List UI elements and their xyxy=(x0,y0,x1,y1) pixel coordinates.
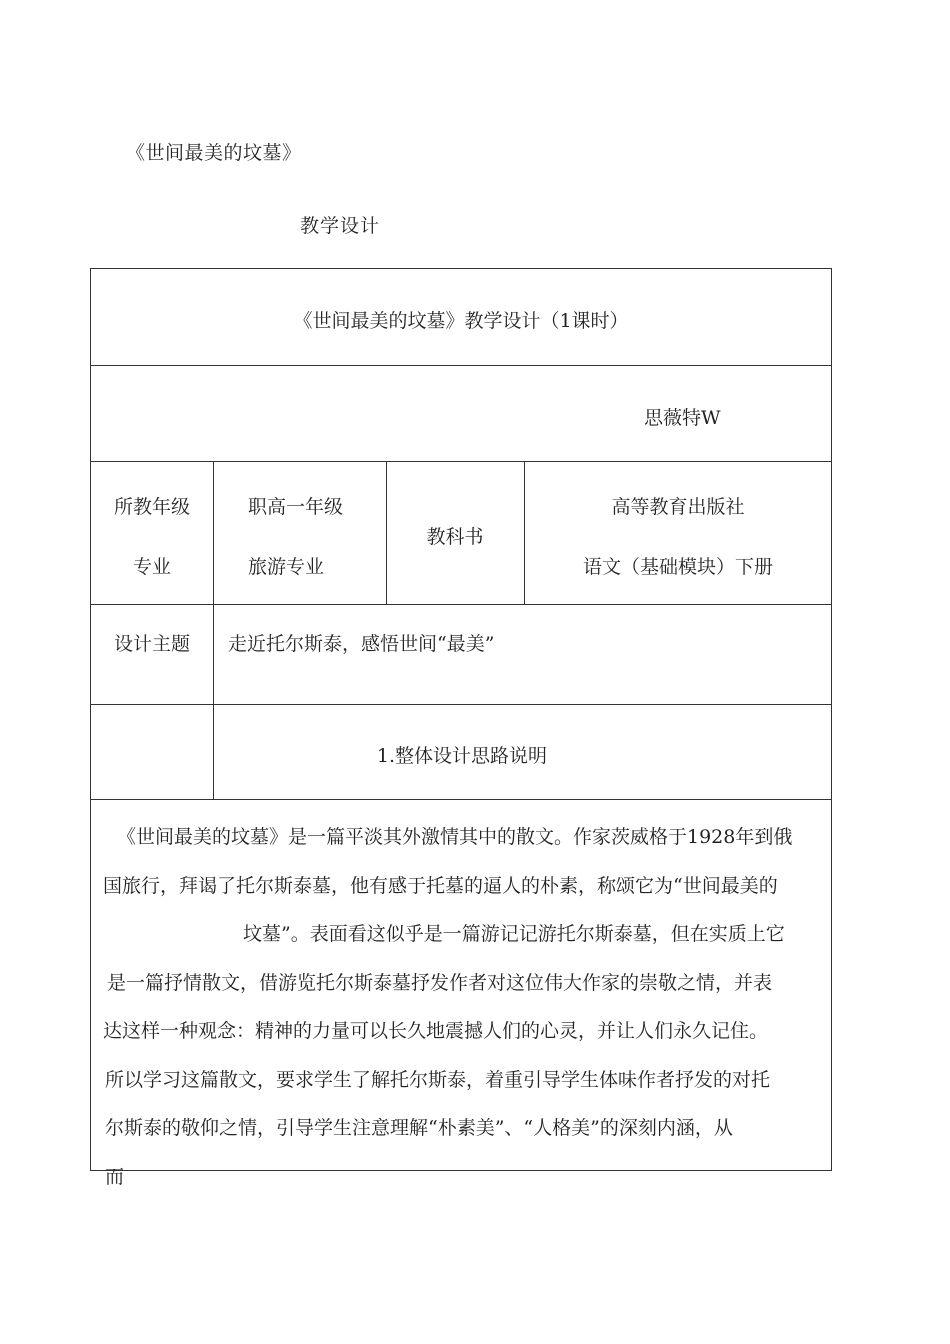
paragraph-line: 坟墓”。表面看这似乎是一篇游记记游托尔斯泰墓，但在实质上它 xyxy=(243,923,785,945)
column-divider xyxy=(213,461,214,799)
major-value: 旅游专业 xyxy=(248,556,325,578)
paragraph-line: 是一篇抒情散文，借游览托尔斯泰墓抒发作者对这位伟大作家的崇敬之情，并表 xyxy=(107,971,773,994)
grade-label: 所教年级 xyxy=(113,496,191,518)
major-label: 专业 xyxy=(132,556,172,578)
design-notes-paragraph xyxy=(103,813,821,1201)
paragraph-line: 而 xyxy=(105,1165,125,1188)
paragraph-line: 《世间最美的坟墓》是一篇平淡其外激情其中的散文。作家茨威格于1928年到俄 xyxy=(117,826,793,848)
column-divider xyxy=(386,461,387,604)
document-title: 《世间最美的坟墓》 xyxy=(126,142,302,164)
design-notes-cell xyxy=(91,799,831,1188)
theme-label: 设计主题 xyxy=(113,633,191,655)
paragraph-line: 尔斯泰的敬仰之情，引导学生注意理解“朴素美”、“人格美”的深刻内涵，从 xyxy=(105,1117,733,1139)
textbook-name: 语文（基础模块）下册 xyxy=(582,556,774,578)
column-divider xyxy=(524,461,525,604)
theme-value: 走近托尔斯泰，感悟世间“最美” xyxy=(228,633,495,655)
paragraph-line: 国旅行，拜谒了托尔斯泰墓，他有感于托墓的逼人的朴素，称颂它为“世间最美的 xyxy=(103,874,778,897)
grade-value: 职高一年级 xyxy=(248,496,344,518)
textbook-label: 教科书 xyxy=(426,526,484,548)
document-subtitle: 教学设计 xyxy=(300,215,381,237)
paragraph-line: 达这样一种观念：精神的力量可以长久地震撼人们的心灵，并让人们永久记住。 xyxy=(103,1020,769,1042)
section-title: 1.整体设计思路说明 xyxy=(376,745,548,767)
author-name: 思薇特W xyxy=(644,407,721,429)
row-divider xyxy=(91,604,831,605)
publisher-name: 高等教育出版社 xyxy=(611,496,745,518)
table-banner: 《世间最美的坟墓》教学设计（1课时） xyxy=(293,310,629,332)
row-divider xyxy=(91,461,831,462)
row-divider xyxy=(91,365,831,366)
paragraph-line: 所以学习这篇散文，要求学生了解托尔斯泰，着重引导学生体味作者抒发的对托 xyxy=(105,1068,771,1091)
row-divider xyxy=(91,704,831,705)
lesson-plan-table xyxy=(90,268,832,1188)
